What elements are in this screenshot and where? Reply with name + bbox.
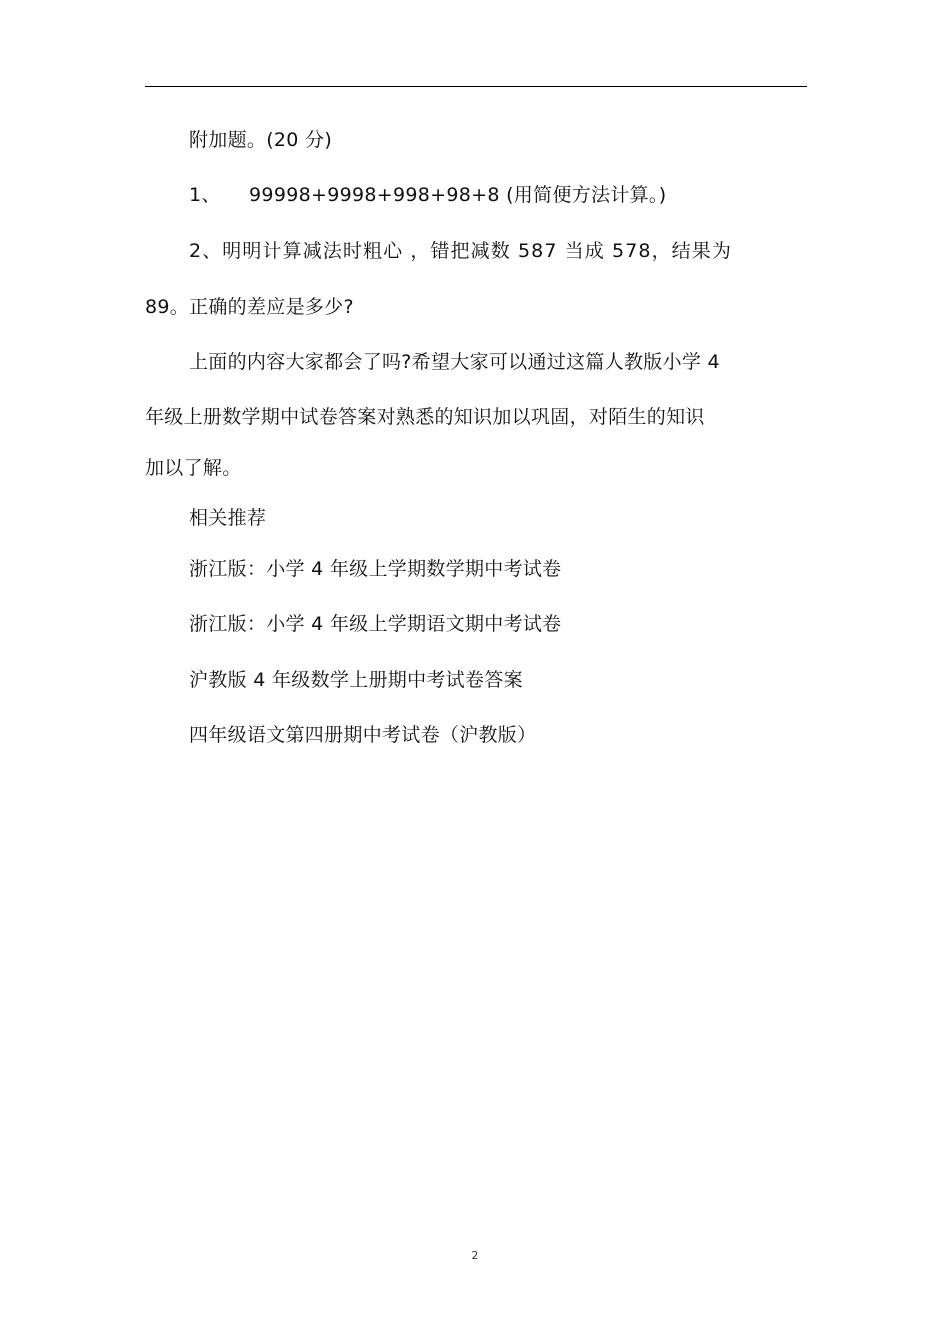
related-link[interactable]: 四年级语文第四册期中考试卷（沪教版） [189, 724, 537, 746]
question-2-line-2: 89。正确的差应是多少? [145, 296, 354, 318]
related-link[interactable]: 浙江版：小学 4 年级上学期语文期中考试卷 [189, 613, 562, 635]
page-number: 2 [471, 1249, 479, 1262]
related-link[interactable]: 沪教版 4 年级数学上册期中考试卷答案 [189, 669, 523, 691]
closing-paragraph-line-1: 上面的内容大家都会了吗?希望大家可以通过这篇人教版小学 4 [189, 351, 720, 373]
closing-paragraph-line-2: 年级上册数学期中试卷答案对熟悉的知识加以巩固，对陌生的知识 [145, 406, 705, 428]
question-2-line-1 [189, 238, 806, 264]
bonus-heading: 附加题。(20 分) [189, 129, 333, 151]
closing-paragraph-line-3: 加以了解。 [145, 457, 242, 479]
question-2-text: 2、明明计算减法时粗心 ，错把减数 587 当成 578，结果为 [189, 240, 732, 262]
question-1-text: 99998+9998+998+98+8 (用简便方法计算。) [249, 184, 667, 206]
header-rule [145, 86, 807, 87]
question-1-number: 1、 [189, 184, 221, 206]
related-link[interactable]: 浙江版：小学 4 年级上学期数学期中考试卷 [189, 558, 562, 580]
question-1 [189, 182, 666, 208]
related-heading: 相关推荐 [189, 507, 267, 529]
